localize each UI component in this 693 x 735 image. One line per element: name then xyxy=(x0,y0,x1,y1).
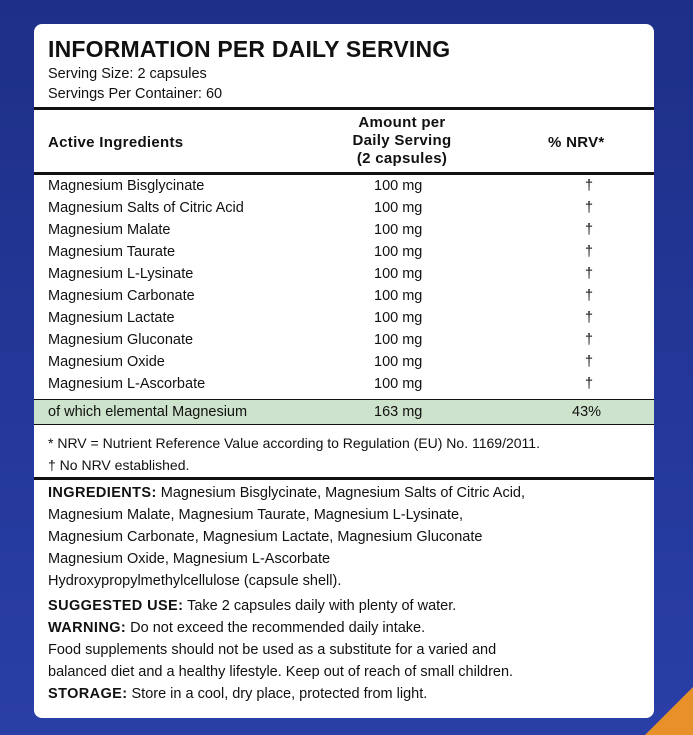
header-amount-line3: (2 capsules) xyxy=(356,150,448,167)
ingredient-name: Magnesium Carbonate xyxy=(48,288,195,304)
header-amount xyxy=(312,114,492,168)
ingredient-name: Magnesium Malate xyxy=(48,222,171,238)
header-amount-line1: Amount per xyxy=(358,114,446,131)
supplement-note-line2: balanced diet and a healthy lifestyle. Keep out of reach of small children. xyxy=(48,664,514,680)
ingredient-nrv: † xyxy=(584,354,594,370)
supplement-facts-panel xyxy=(34,24,654,718)
warning-label: WARNING: xyxy=(48,620,127,636)
header-active-ingredients: Active Ingredients xyxy=(48,134,184,151)
suggested-use-text: Take 2 capsules daily with plenty of water. xyxy=(183,598,457,614)
ingredient-name: Magnesium Lactate xyxy=(48,310,175,326)
ingredients-line3: Magnesium Carbonate, Magnesium Lactate, Magnesium Gluconate xyxy=(48,529,483,545)
ingredients-line4: Magnesium Oxide, Magnesium L-Ascorbate xyxy=(48,551,331,567)
table-row xyxy=(34,286,654,308)
summary-name: of which elemental Magnesium xyxy=(48,404,248,420)
ingredient-nrv: † xyxy=(584,310,594,326)
ingredient-name: Magnesium L-Lysinate xyxy=(48,266,194,282)
header-bottom-rule xyxy=(34,172,654,175)
table-row xyxy=(34,242,654,264)
ingredient-name: Magnesium Oxide xyxy=(48,354,165,370)
warning-text: Do not exceed the recommended daily intake. xyxy=(126,620,426,636)
ingredient-name: Magnesium Gluconate xyxy=(48,332,194,348)
header-top-rule xyxy=(34,107,654,110)
ingredients-section xyxy=(48,482,648,592)
summary-nrv: 43% xyxy=(572,404,602,420)
ingredient-amount: 100 mg xyxy=(374,354,423,370)
table-row xyxy=(34,264,654,286)
summary-bottom-rule xyxy=(34,424,654,425)
ingredient-name: Magnesium L-Ascorbate xyxy=(48,376,206,392)
table-row xyxy=(34,352,654,374)
dagger-footnote: † No NRV established. xyxy=(48,457,190,473)
ingredient-nrv: † xyxy=(584,266,594,282)
ingredient-nrv: † xyxy=(584,200,594,216)
table-row xyxy=(34,220,654,242)
ingredient-amount: 100 mg xyxy=(374,310,423,326)
ingredients-line1: Magnesium Bisglycinate, Magnesium Salts of Citric Acid, xyxy=(156,485,526,501)
usage-section xyxy=(48,595,648,705)
table-row xyxy=(34,330,654,352)
nrv-footnote: * NRV = Nutrient Reference Value according to Regulation (EU) No. 1169/2011. xyxy=(48,435,540,451)
ingredient-name: Magnesium Taurate xyxy=(48,244,176,260)
ingredient-amount: 100 mg xyxy=(374,222,423,238)
supplement-note-line1: Food supplements should not be used as a substitute for a varied and xyxy=(48,642,497,658)
ingredient-name: Magnesium Salts of Citric Acid xyxy=(48,200,244,216)
ingredient-nrv: † xyxy=(584,288,594,304)
ingredient-nrv: † xyxy=(584,244,594,260)
ingredient-amount: 100 mg xyxy=(374,266,423,282)
ingredient-amount: 100 mg xyxy=(374,244,423,260)
suggested-use-label: SUGGESTED USE: xyxy=(48,598,184,614)
storage-text: Store in a cool, dry place, protected from light. xyxy=(127,686,428,702)
footnote-rule xyxy=(34,477,654,480)
ingredient-nrv: † xyxy=(584,178,594,194)
ingredient-amount: 100 mg xyxy=(374,332,423,348)
table-row xyxy=(34,198,654,220)
servings-per-container: Servings Per Container: 60 xyxy=(48,86,223,102)
header-nrv: % NRV* xyxy=(548,134,605,151)
ingredient-amount: 100 mg xyxy=(374,376,423,392)
ingredient-amount: 100 mg xyxy=(374,200,423,216)
ingredient-name: Magnesium Bisglycinate xyxy=(48,178,205,194)
elemental-magnesium-row xyxy=(34,400,654,424)
panel-title: INFORMATION PER DAILY SERVING xyxy=(48,36,451,62)
header-amount-line2: Daily Serving xyxy=(352,132,452,149)
ingredients-line5: Hydroxypropylmethylcellulose (capsule shell). xyxy=(48,573,342,589)
table-row xyxy=(34,176,654,198)
summary-amount: 163 mg xyxy=(374,404,423,420)
table-row xyxy=(34,374,654,396)
table-row xyxy=(34,308,654,330)
ingredients-line2: Magnesium Malate, Magnesium Taurate, Magnesium L-Lysinate, xyxy=(48,507,464,523)
ingredient-nrv: † xyxy=(584,332,594,348)
ingredient-nrv: † xyxy=(584,376,594,392)
ingredient-nrv: † xyxy=(584,222,594,238)
ingredient-amount: 100 mg xyxy=(374,288,423,304)
ingredient-amount: 100 mg xyxy=(374,178,423,194)
storage-label: STORAGE: xyxy=(48,686,128,702)
ingredients-label: INGREDIENTS: xyxy=(48,485,157,501)
serving-size: Serving Size: 2 capsules xyxy=(48,66,207,82)
